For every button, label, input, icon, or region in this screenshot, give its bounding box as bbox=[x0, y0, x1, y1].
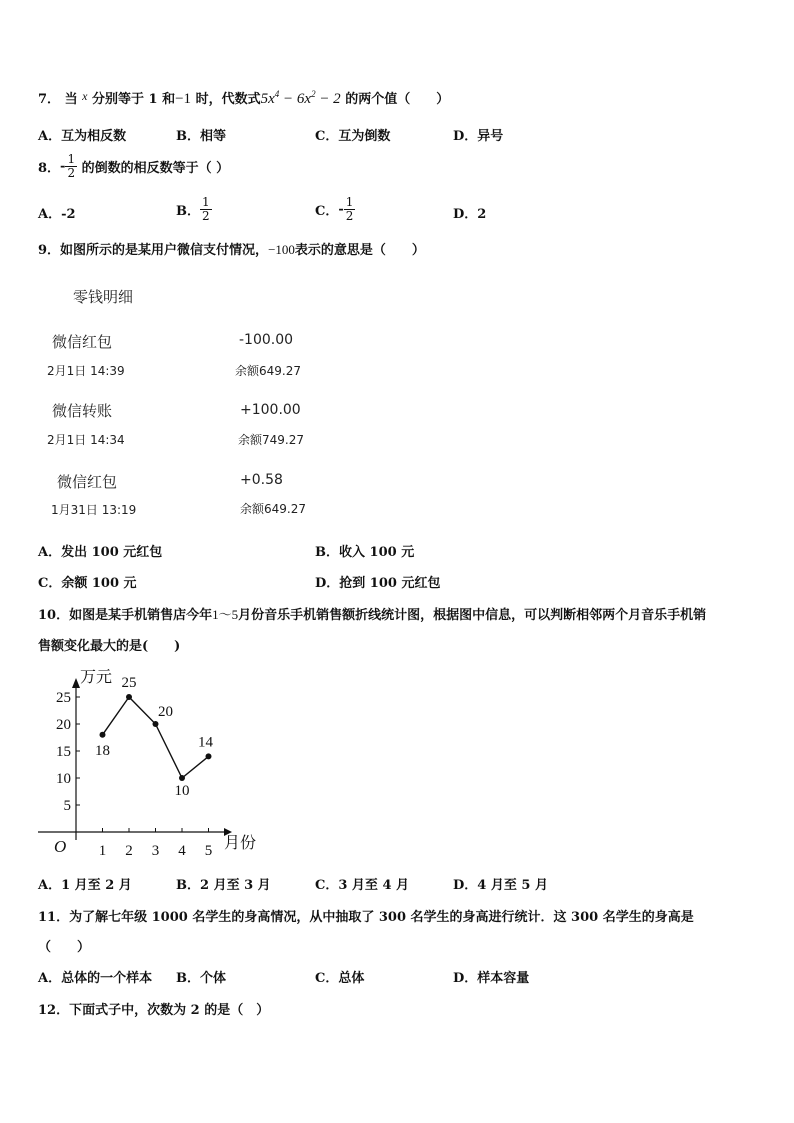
fraction: $\frac{1}{2}$ bbox=[67, 152, 76, 180]
question-number: 10． bbox=[38, 608, 70, 623]
data-label: 25 bbox=[121, 675, 137, 691]
entry-amount: +100.00 bbox=[240, 402, 301, 418]
data-point bbox=[179, 775, 185, 781]
question-10-stem-line-1: 10．如图是某手机销售店今年1～5月份音乐手机销售额折线统计图，根据图中信息，可以判断相邻两个月音乐手机销 bbox=[38, 607, 707, 623]
data-point bbox=[206, 753, 212, 759]
origin-label: O bbox=[54, 837, 67, 856]
question-number: 8． bbox=[38, 161, 61, 176]
x-tick-label: 4 bbox=[178, 843, 186, 859]
entry-name: 微信红包 bbox=[57, 473, 118, 491]
entry-date: 2月1日 14:34 bbox=[47, 433, 125, 447]
option-a[interactable]: A．总体的一个样本 bbox=[38, 971, 153, 986]
chart-ticks bbox=[76, 697, 209, 832]
option-c[interactable]: C．总体 bbox=[315, 971, 365, 986]
x-tick-label: 2 bbox=[125, 843, 133, 859]
series-line bbox=[103, 697, 209, 778]
entry-name: 微信红包 bbox=[52, 333, 113, 351]
option-a[interactable]: A．1 月至 2 月 bbox=[38, 878, 132, 893]
option-b[interactable]: B． $\frac{1}{2}$ bbox=[176, 195, 210, 223]
chart-series bbox=[100, 694, 212, 781]
option-d[interactable]: D．抢到 100 元红包 bbox=[315, 576, 441, 591]
entry-date: 1月31日 13:19 bbox=[51, 503, 137, 517]
x-tick-label: 1 bbox=[98, 843, 107, 859]
entry-amount: -100.00 bbox=[239, 332, 294, 348]
y-tick-label: 25 bbox=[56, 690, 71, 706]
question-8-stem: 8．- $\frac{1}{2}$ 的倒数的相反数等于（ ） bbox=[38, 152, 230, 180]
data-label: 20 bbox=[158, 704, 173, 720]
option-d[interactable]: D．2 bbox=[453, 207, 487, 222]
question-11-stem: 11．为了解七年级 1000 名学生的身高情况，从中抽取了 300 名学生的身高进行统计．这 300 名学生的身高是 bbox=[38, 910, 694, 925]
data-point bbox=[126, 694, 132, 700]
option-d[interactable]: D．异号 bbox=[453, 129, 504, 144]
question-number: 9． bbox=[38, 243, 61, 258]
option-a[interactable]: A．发出 100 元红包 bbox=[38, 545, 163, 560]
question-number: 7． bbox=[38, 92, 61, 107]
entry-amount: +0.58 bbox=[240, 472, 283, 488]
question-number: 11． bbox=[38, 910, 70, 925]
y-axis-arrow bbox=[72, 678, 80, 688]
x-tick-label: 3 bbox=[151, 843, 160, 859]
y-tick-label: 20 bbox=[56, 717, 71, 733]
question-7-stem: 7． 当 x 分别等于 1 和−1 时，代数式$5x^4 - 6x^2 - 2$ 的两个值（ ） bbox=[38, 89, 450, 107]
option-b[interactable]: B．个体 bbox=[176, 971, 227, 986]
option-b[interactable]: B．收入 100 元 bbox=[315, 545, 415, 560]
y-tick-label: 15 bbox=[56, 744, 71, 760]
option-a[interactable]: A．-2 bbox=[38, 207, 76, 222]
entry-date: 2月1日 14:39 bbox=[47, 364, 125, 378]
entry-name: 微信转账 bbox=[52, 402, 113, 420]
question-number: 12． bbox=[38, 1003, 70, 1018]
entry-balance: 余额649.27 bbox=[235, 364, 301, 378]
data-label: 14 bbox=[198, 734, 213, 751]
data-label: 10 bbox=[174, 783, 190, 799]
y-tick-label: 10 bbox=[56, 771, 71, 787]
fraction: $\frac{1}{2}$ bbox=[202, 195, 210, 223]
question-12-stem: 12．下面式子中，次数为 2 的是（ ） bbox=[38, 1003, 270, 1018]
option-c[interactable]: C．余额 100 元 bbox=[38, 576, 137, 591]
x-tick-label: 5 bbox=[204, 843, 213, 859]
fraction: $\frac{1}{2}$ bbox=[345, 195, 354, 223]
x-axis-title: 月份 bbox=[224, 835, 257, 852]
data-label: 18 bbox=[95, 742, 110, 759]
option-d[interactable]: D．4 月至 5 月 bbox=[453, 878, 548, 893]
answer-paren: （ ） bbox=[38, 940, 91, 955]
y-axis-title: 万元 bbox=[80, 669, 113, 686]
option-d[interactable]: D．样本容量 bbox=[453, 971, 530, 986]
receipt-title: 零钱明细 bbox=[73, 288, 134, 306]
question-9-stem: 9．如图所示的是某用户微信支付情况，−100表示的意思是（ ） bbox=[38, 242, 425, 258]
option-c[interactable]: C．- $\frac{1}{2}$ bbox=[315, 195, 354, 223]
option-c[interactable]: C．3 月至 4 月 bbox=[315, 878, 410, 893]
line-chart bbox=[36, 662, 266, 862]
expression: $5x^4 - 6x^2 - 2$ bbox=[260, 89, 341, 107]
option-b[interactable]: B．相等 bbox=[176, 129, 227, 144]
entry-balance: 余额749.27 bbox=[238, 433, 304, 447]
entry-balance: 余额649.27 bbox=[240, 502, 306, 516]
option-c[interactable]: C．互为倒数 bbox=[315, 129, 391, 144]
option-b[interactable]: B．2 月至 3 月 bbox=[176, 878, 271, 893]
data-point bbox=[153, 721, 159, 727]
question-10-stem-line-2: 售额变化最大的是( ) bbox=[38, 639, 181, 654]
option-a[interactable]: A．互为相反数 bbox=[38, 129, 127, 144]
y-tick-label: 5 bbox=[63, 798, 71, 814]
data-point bbox=[100, 732, 106, 738]
